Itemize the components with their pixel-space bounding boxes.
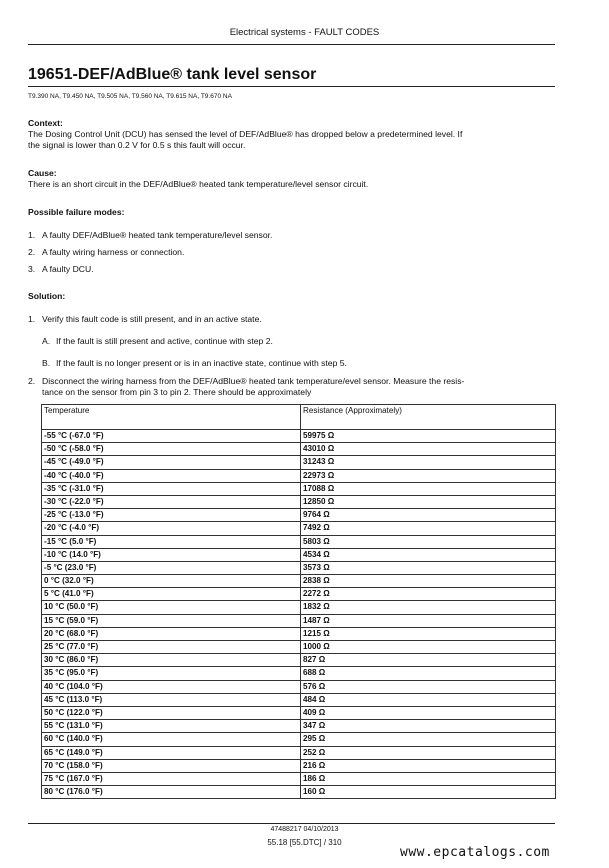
table-row — [42, 733, 556, 746]
footer-rule — [28, 823, 555, 824]
table-row — [42, 772, 556, 785]
resistance-cell: 31243 Ω — [301, 456, 556, 469]
temperature-cell: 50 °C (122.0 °F) — [42, 706, 301, 719]
resistance-cell: 688 Ω — [301, 667, 556, 680]
table-row — [42, 548, 556, 561]
resistance-cell: 216 Ω — [301, 759, 556, 772]
table-header-row — [42, 405, 556, 430]
list-number: 2. — [28, 247, 36, 257]
temperature-cell: -50 °C (-58.0 °F) — [42, 443, 301, 456]
list-number: A. — [42, 336, 51, 346]
table-row — [42, 588, 556, 601]
resistance-table — [41, 404, 556, 799]
table-row — [42, 469, 556, 482]
table-row — [42, 706, 556, 719]
temperature-cell: 60 °C (140.0 °F) — [42, 733, 301, 746]
cause-text: There is an short circuit in the DEF/AdBlue® heated tank temperature/level sensor circuit. — [28, 179, 369, 189]
title-rule — [28, 86, 555, 87]
table-row — [42, 430, 556, 443]
temperature-cell: -55 °C (-67.0 °F) — [42, 430, 301, 443]
temperature-cell: 0 °C (32.0 °F) — [42, 575, 301, 588]
resistance-cell: 3573 Ω — [301, 561, 556, 574]
resistance-cell: 295 Ω — [301, 733, 556, 746]
resistance-cell: 43010 Ω — [301, 443, 556, 456]
resistance-cell: 12850 Ω — [301, 495, 556, 508]
resistance-cell: 2272 Ω — [301, 588, 556, 601]
resistance-cell: 59975 Ω — [301, 430, 556, 443]
temperature-cell: 75 °C (167.0 °F) — [42, 772, 301, 785]
temperature-cell: 80 °C (176.0 °F) — [42, 786, 301, 799]
resistance-cell: 1832 Ω — [301, 601, 556, 614]
table-row — [42, 535, 556, 548]
document-code: 47488217 04/10/2013 — [270, 826, 339, 833]
temperature-cell: 40 °C (104.0 °F) — [42, 680, 301, 693]
table-row — [42, 482, 556, 495]
list-text: If the fault is no longer present or is in an inactive state, continue with step 5. — [56, 358, 347, 368]
table-row — [42, 654, 556, 667]
temperature-cell: 20 °C (68.0 °F) — [42, 627, 301, 640]
temperature-cell: 35 °C (95.0 °F) — [42, 667, 301, 680]
list-number: 3. — [28, 264, 36, 274]
cause-label: Cause: — [28, 168, 57, 178]
watermark: www.epcatalogs.com — [400, 845, 550, 860]
table-row — [42, 509, 556, 522]
table-row — [42, 561, 556, 574]
temperature-cell: 15 °C (59.0 °F) — [42, 614, 301, 627]
temperature-cell: -45 °C (-49.0 °F) — [42, 456, 301, 469]
solution-label: Solution: — [28, 291, 66, 301]
table-row — [42, 746, 556, 759]
resistance-header: Resistance (Approximately) — [301, 405, 556, 430]
temperature-cell: -35 °C (-31.0 °F) — [42, 482, 301, 495]
table-row — [42, 575, 556, 588]
resistance-cell: 484 Ω — [301, 693, 556, 706]
temperature-cell: 65 °C (149.0 °F) — [42, 746, 301, 759]
resistance-cell: 4534 Ω — [301, 548, 556, 561]
failure-modes-label: Possible failure modes: — [28, 207, 125, 217]
header-rule — [28, 44, 555, 45]
list-text-line-1: Disconnect the wiring harness from the DEF/AdBlue® heated tank temperature/evel sensor. Measure the resis- — [42, 376, 465, 386]
resistance-cell: 2838 Ω — [301, 575, 556, 588]
table-row — [42, 443, 556, 456]
temperature-cell: -25 °C (-13.0 °F) — [42, 509, 301, 522]
list-number: 1. — [28, 230, 36, 240]
table-body — [42, 430, 556, 799]
table-row — [42, 522, 556, 535]
temperature-header: Temperature — [42, 405, 301, 430]
page-number: 55.18 [55.DTC] / 310 — [267, 838, 342, 847]
page-title: 19651-DEF/AdBlue® tank level sensor — [28, 66, 317, 83]
resistance-cell: 186 Ω — [301, 772, 556, 785]
table-row — [42, 667, 556, 680]
resistance-cell: 1487 Ω — [301, 614, 556, 627]
list-text: A faulty DCU. — [42, 264, 94, 274]
context-label: Context: — [28, 118, 63, 128]
temperature-cell: -40 °C (-40.0 °F) — [42, 469, 301, 482]
temperature-cell: 5 °C (41.0 °F) — [42, 588, 301, 601]
resistance-cell: 160 Ω — [301, 786, 556, 799]
resistance-cell: 17088 Ω — [301, 482, 556, 495]
list-text-line-2: tance on the sensor from pin 3 to pin 2. There should be approximately — [42, 387, 312, 397]
list-text: A faulty wiring harness or connection. — [42, 247, 185, 257]
list-text: If the fault is still present and active, continue with step 2. — [56, 336, 273, 346]
resistance-cell: 5803 Ω — [301, 535, 556, 548]
temperature-cell: 10 °C (50.0 °F) — [42, 601, 301, 614]
resistance-cell: 827 Ω — [301, 654, 556, 667]
list-number: B. — [42, 358, 51, 368]
solution-step-2-cont — [42, 387, 558, 398]
table-row — [42, 641, 556, 654]
table-row — [42, 456, 556, 469]
temperature-cell: 45 °C (113.0 °F) — [42, 693, 301, 706]
table-row — [42, 786, 556, 799]
temperature-cell: -10 °C (14.0 °F) — [42, 548, 301, 561]
temperature-cell: 30 °C (86.0 °F) — [42, 654, 301, 667]
running-header: Electrical systems - FAULT CODES — [229, 27, 380, 38]
table-row — [42, 614, 556, 627]
temperature-cell: -20 °C (-4.0 °F) — [42, 522, 301, 535]
temperature-cell: -15 °C (5.0 °F) — [42, 535, 301, 548]
temperature-cell: -5 °C (23.0 °F) — [42, 561, 301, 574]
resistance-cell: 22973 Ω — [301, 469, 556, 482]
table-row — [42, 759, 556, 772]
table-row — [42, 627, 556, 640]
resistance-cell: 7492 Ω — [301, 522, 556, 535]
resistance-cell: 1215 Ω — [301, 627, 556, 640]
table-row — [42, 720, 556, 733]
resistance-cell: 1000 Ω — [301, 641, 556, 654]
resistance-cell: 576 Ω — [301, 680, 556, 693]
resistance-cell: 252 Ω — [301, 746, 556, 759]
resistance-cell: 347 Ω — [301, 720, 556, 733]
list-number: 1. — [28, 314, 36, 324]
temperature-cell: 25 °C (77.0 °F) — [42, 641, 301, 654]
temperature-cell: 55 °C (131.0 °F) — [42, 720, 301, 733]
context-line-2: the signal is lower than 0.2 V for 0.5 s this fault will occur. — [28, 140, 246, 150]
temperature-cell: -30 °C (-22.0 °F) — [42, 495, 301, 508]
resistance-cell: 409 Ω — [301, 706, 556, 719]
list-number: 2. — [28, 376, 36, 386]
table-row — [42, 495, 556, 508]
table-row — [42, 601, 556, 614]
table-row — [42, 680, 556, 693]
temperature-cell: 70 °C (158.0 °F) — [42, 759, 301, 772]
context-line-1: The Dosing Control Unit (DCU) has sensed the level of DEF/AdBlue® has dropped below a predetermined level. If — [28, 129, 463, 139]
applicable-models: T9.390 NA, T9.450 NA, T9.505 NA, T9.560 NA, T9.615 NA, T9.670 NA — [28, 93, 232, 100]
list-text: A faulty DEF/AdBlue® heated tank temperature/level sensor. — [42, 230, 273, 240]
table-row — [42, 693, 556, 706]
list-text: Verify this fault code is still present, and in an active state. — [42, 314, 262, 324]
resistance-cell: 9764 Ω — [301, 509, 556, 522]
